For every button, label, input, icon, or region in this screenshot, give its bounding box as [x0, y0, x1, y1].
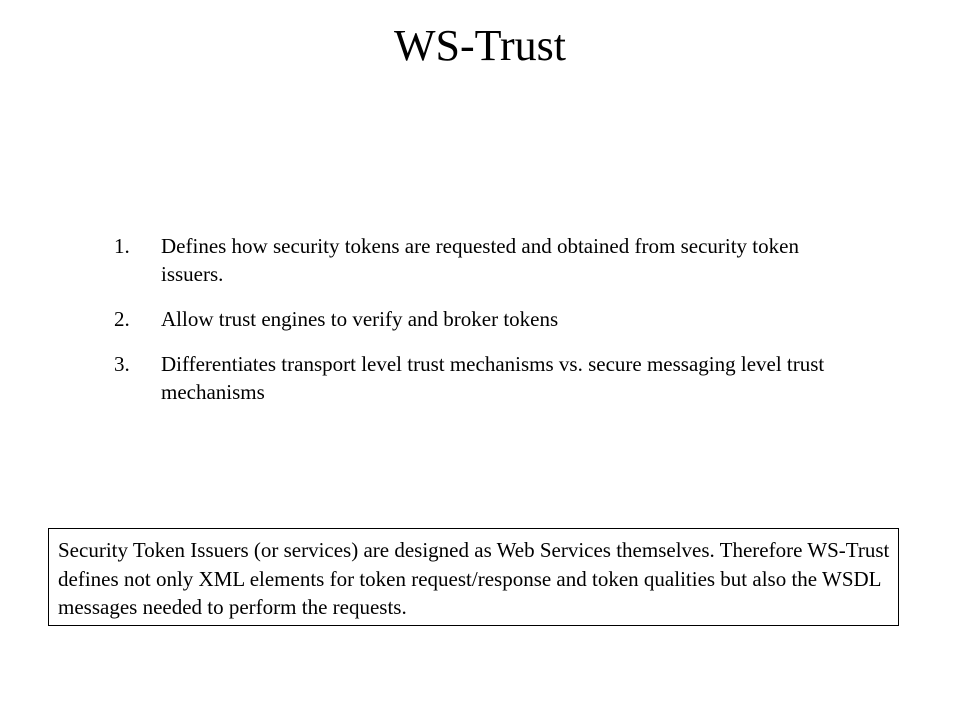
list-item-number: 2. — [114, 307, 130, 331]
numbered-list — [114, 232, 844, 423]
list-item-number: 3. — [114, 352, 130, 376]
list-item-text: Allow trust engines to verify and broker tokens — [161, 307, 559, 331]
list-item — [114, 232, 844, 288]
list-item-text: Differentiates transport level trust mechanisms vs. secure messaging level trust mechanisms — [161, 352, 825, 404]
note-box: Security Token Issuers (or services) are designed as Web Services themselves. Therefore WS-Trust defines not only XML elements for token request/response and token qualities but also the WSDL messages needed to perform the requests. — [48, 528, 899, 626]
list-item-text: Defines how security tokens are requested and obtained from security token issuers. — [161, 234, 799, 286]
list-item — [114, 305, 844, 333]
list-item-number: 1. — [114, 234, 130, 258]
list-item — [114, 350, 844, 406]
slide-title: WS-Trust — [394, 21, 566, 70]
